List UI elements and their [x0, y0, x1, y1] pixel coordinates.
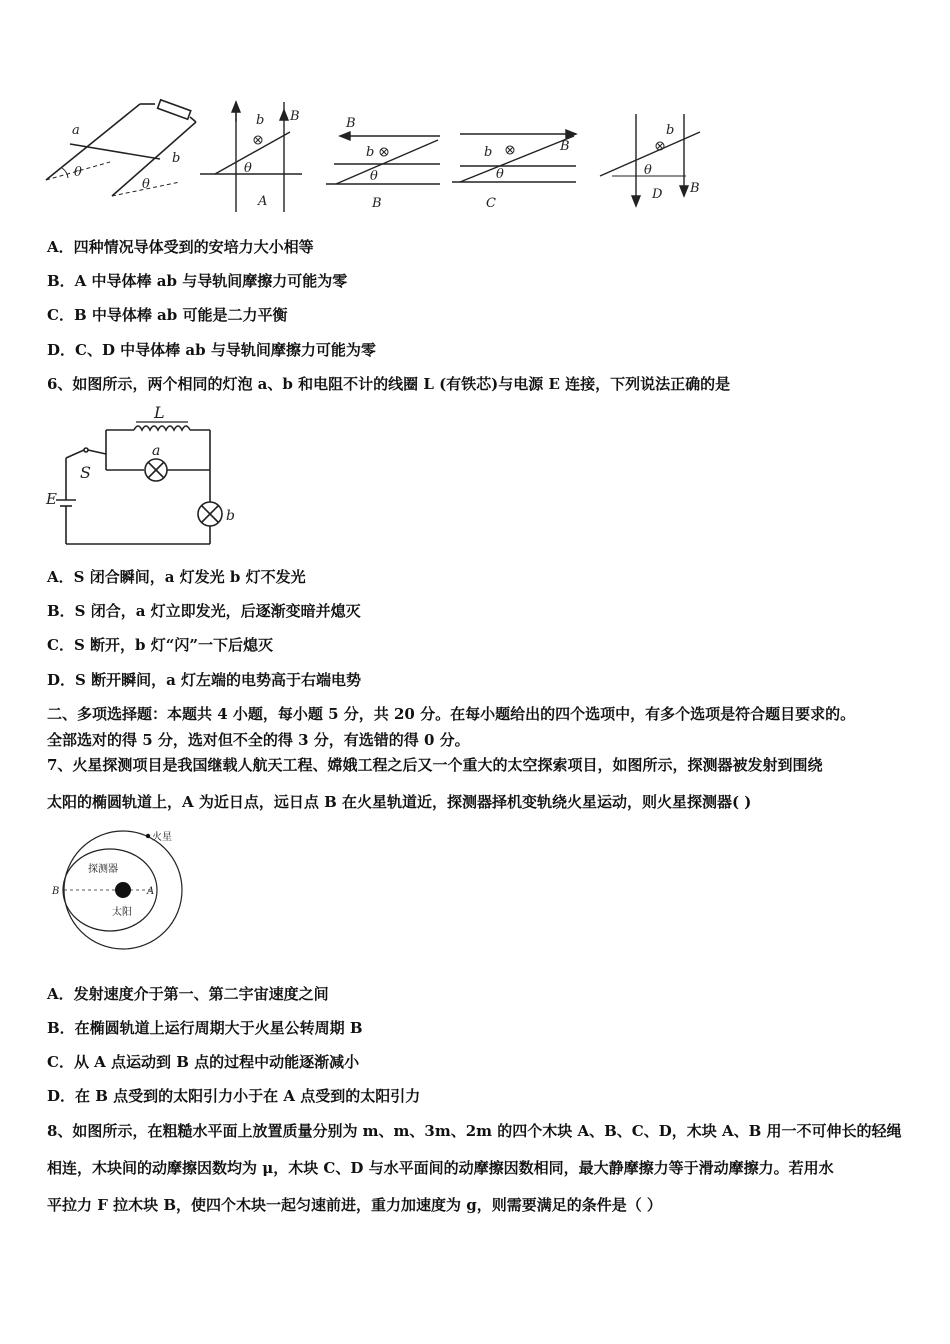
- q7-stem-line2: 太阳的椭圆轨道上，A 为近日点，远日点 B 在火星轨道近，探测器择机变轨绕火星运动，则火星探测器( ): [47, 793, 752, 811]
- incline-rails-diagram: [46, 100, 196, 196]
- caption-A: A: [258, 194, 268, 209]
- label-S: S: [80, 463, 91, 482]
- diagram-c: [452, 130, 576, 182]
- label-B: B: [290, 109, 300, 124]
- q7-stem-line1: 7、火星探测项目是我国继载人航天工程、嫦娥工程之后又一个重大的太空探索项目，如图所示，探测器被发射到围绕: [47, 756, 823, 774]
- label-theta: θ: [496, 167, 504, 182]
- q5-option-b: B．A 中导体棒 ab 与导轨间摩擦力可能为零: [47, 272, 348, 290]
- section2-instructions-line2: 全部选对的得 5 分，选对但不全的得 3 分，有选错的得 0 分。: [47, 731, 470, 749]
- caption-D: D: [652, 187, 663, 202]
- q8-stem-line2: 相连，木块间的动摩擦因数均为 μ，木块 C、D 与水平面间的动摩擦因数相同，最大静摩擦力等于滑动摩擦力。若用水: [47, 1159, 834, 1177]
- label-b: b: [256, 113, 265, 128]
- label-mars: 火星: [152, 832, 172, 843]
- label-B: B: [560, 139, 570, 154]
- q7-option-b: B．在椭圆轨道上运行周期大于火星公转周期 B: [47, 1019, 363, 1037]
- label-b: b: [172, 151, 181, 166]
- label-point-A: A: [147, 886, 155, 897]
- label-theta: θ: [74, 165, 82, 180]
- label-L: L: [154, 403, 165, 422]
- q6-stem: 6、如图所示，两个相同的灯泡 a、b 和电阻不计的线圈 L (有铁芯)与电源 E 连接，下列说法正确的是: [47, 375, 731, 393]
- label-probe: 探测器: [88, 864, 118, 875]
- q6-option-d: D．S 断开瞬间，a 灯左端的电势高于右端电势: [47, 671, 362, 689]
- q5-option-c: C．B 中导体棒 ab 可能是二力平衡: [47, 306, 288, 324]
- q6-option-a: A．S 闭合瞬间，a 灯发光 b 灯不发光: [47, 568, 306, 586]
- label-lamp-a: a: [152, 443, 161, 459]
- label-sun: 太阳: [112, 907, 132, 918]
- label-E: E: [46, 490, 57, 508]
- label-b: b: [366, 145, 375, 160]
- q6-circuit-figure: [44, 400, 254, 550]
- label-theta: θ: [244, 161, 252, 176]
- q5-figure: [40, 92, 730, 217]
- q5-option-a: A．四种情况导体受到的安培力大小相等: [47, 238, 314, 256]
- q8-stem-line3: 平拉力 F 拉木块 B，使四个木块一起匀速前进，重力加速度为 g，则需要满足的条件是（ ）: [47, 1196, 662, 1214]
- label-lamp-b: b: [226, 508, 235, 524]
- label-theta: θ: [142, 177, 150, 192]
- diagram-d: [600, 114, 700, 206]
- q7-option-d: D．在 B 点受到的太阳引力小于在 A 点受到的太阳引力: [47, 1087, 421, 1105]
- label-B: B: [346, 116, 356, 131]
- caption-C: C: [486, 196, 496, 211]
- label-b: b: [666, 123, 675, 138]
- diagram-a: [200, 102, 302, 212]
- q7-option-c: C．从 A 点运动到 B 点的过程中动能逐渐减小: [47, 1053, 360, 1071]
- section2-instructions-line1: 二、多项选择题：本题共 4 小题，每小题 5 分，共 20 分。在每小题给出的四个选项中，有多个选项是符合题目要求的。: [47, 705, 856, 723]
- label-b: b: [484, 145, 493, 160]
- q6-option-b: B．S 闭合，a 灯立即发光，后逐渐变暗并熄灭: [47, 602, 361, 620]
- q8-stem-line1: 8、如图所示，在粗糙水平面上放置质量分别为 m、m、3m、2m 的四个木块 A、B、C、D，木块 A、B 用一不可伸长的轻绳: [47, 1122, 902, 1140]
- label-B: B: [690, 181, 700, 196]
- label-theta: θ: [644, 163, 652, 178]
- label-a: a: [72, 123, 80, 138]
- caption-B: B: [372, 196, 382, 211]
- label-point-B: B: [52, 886, 60, 897]
- diagram-b: [326, 132, 440, 184]
- q7-orbit-figure: [44, 828, 204, 963]
- q7-option-a: A．发射速度介于第一、第二宇宙速度之间: [47, 985, 329, 1003]
- q5-option-d: D．C、D 中导体棒 ab 与导轨间摩擦力可能为零: [47, 341, 376, 359]
- current-into-page-symbols: [254, 136, 664, 156]
- q6-option-c: C．S 断开，b 灯“闪”一下后熄灭: [47, 636, 273, 654]
- label-theta: θ: [370, 169, 378, 184]
